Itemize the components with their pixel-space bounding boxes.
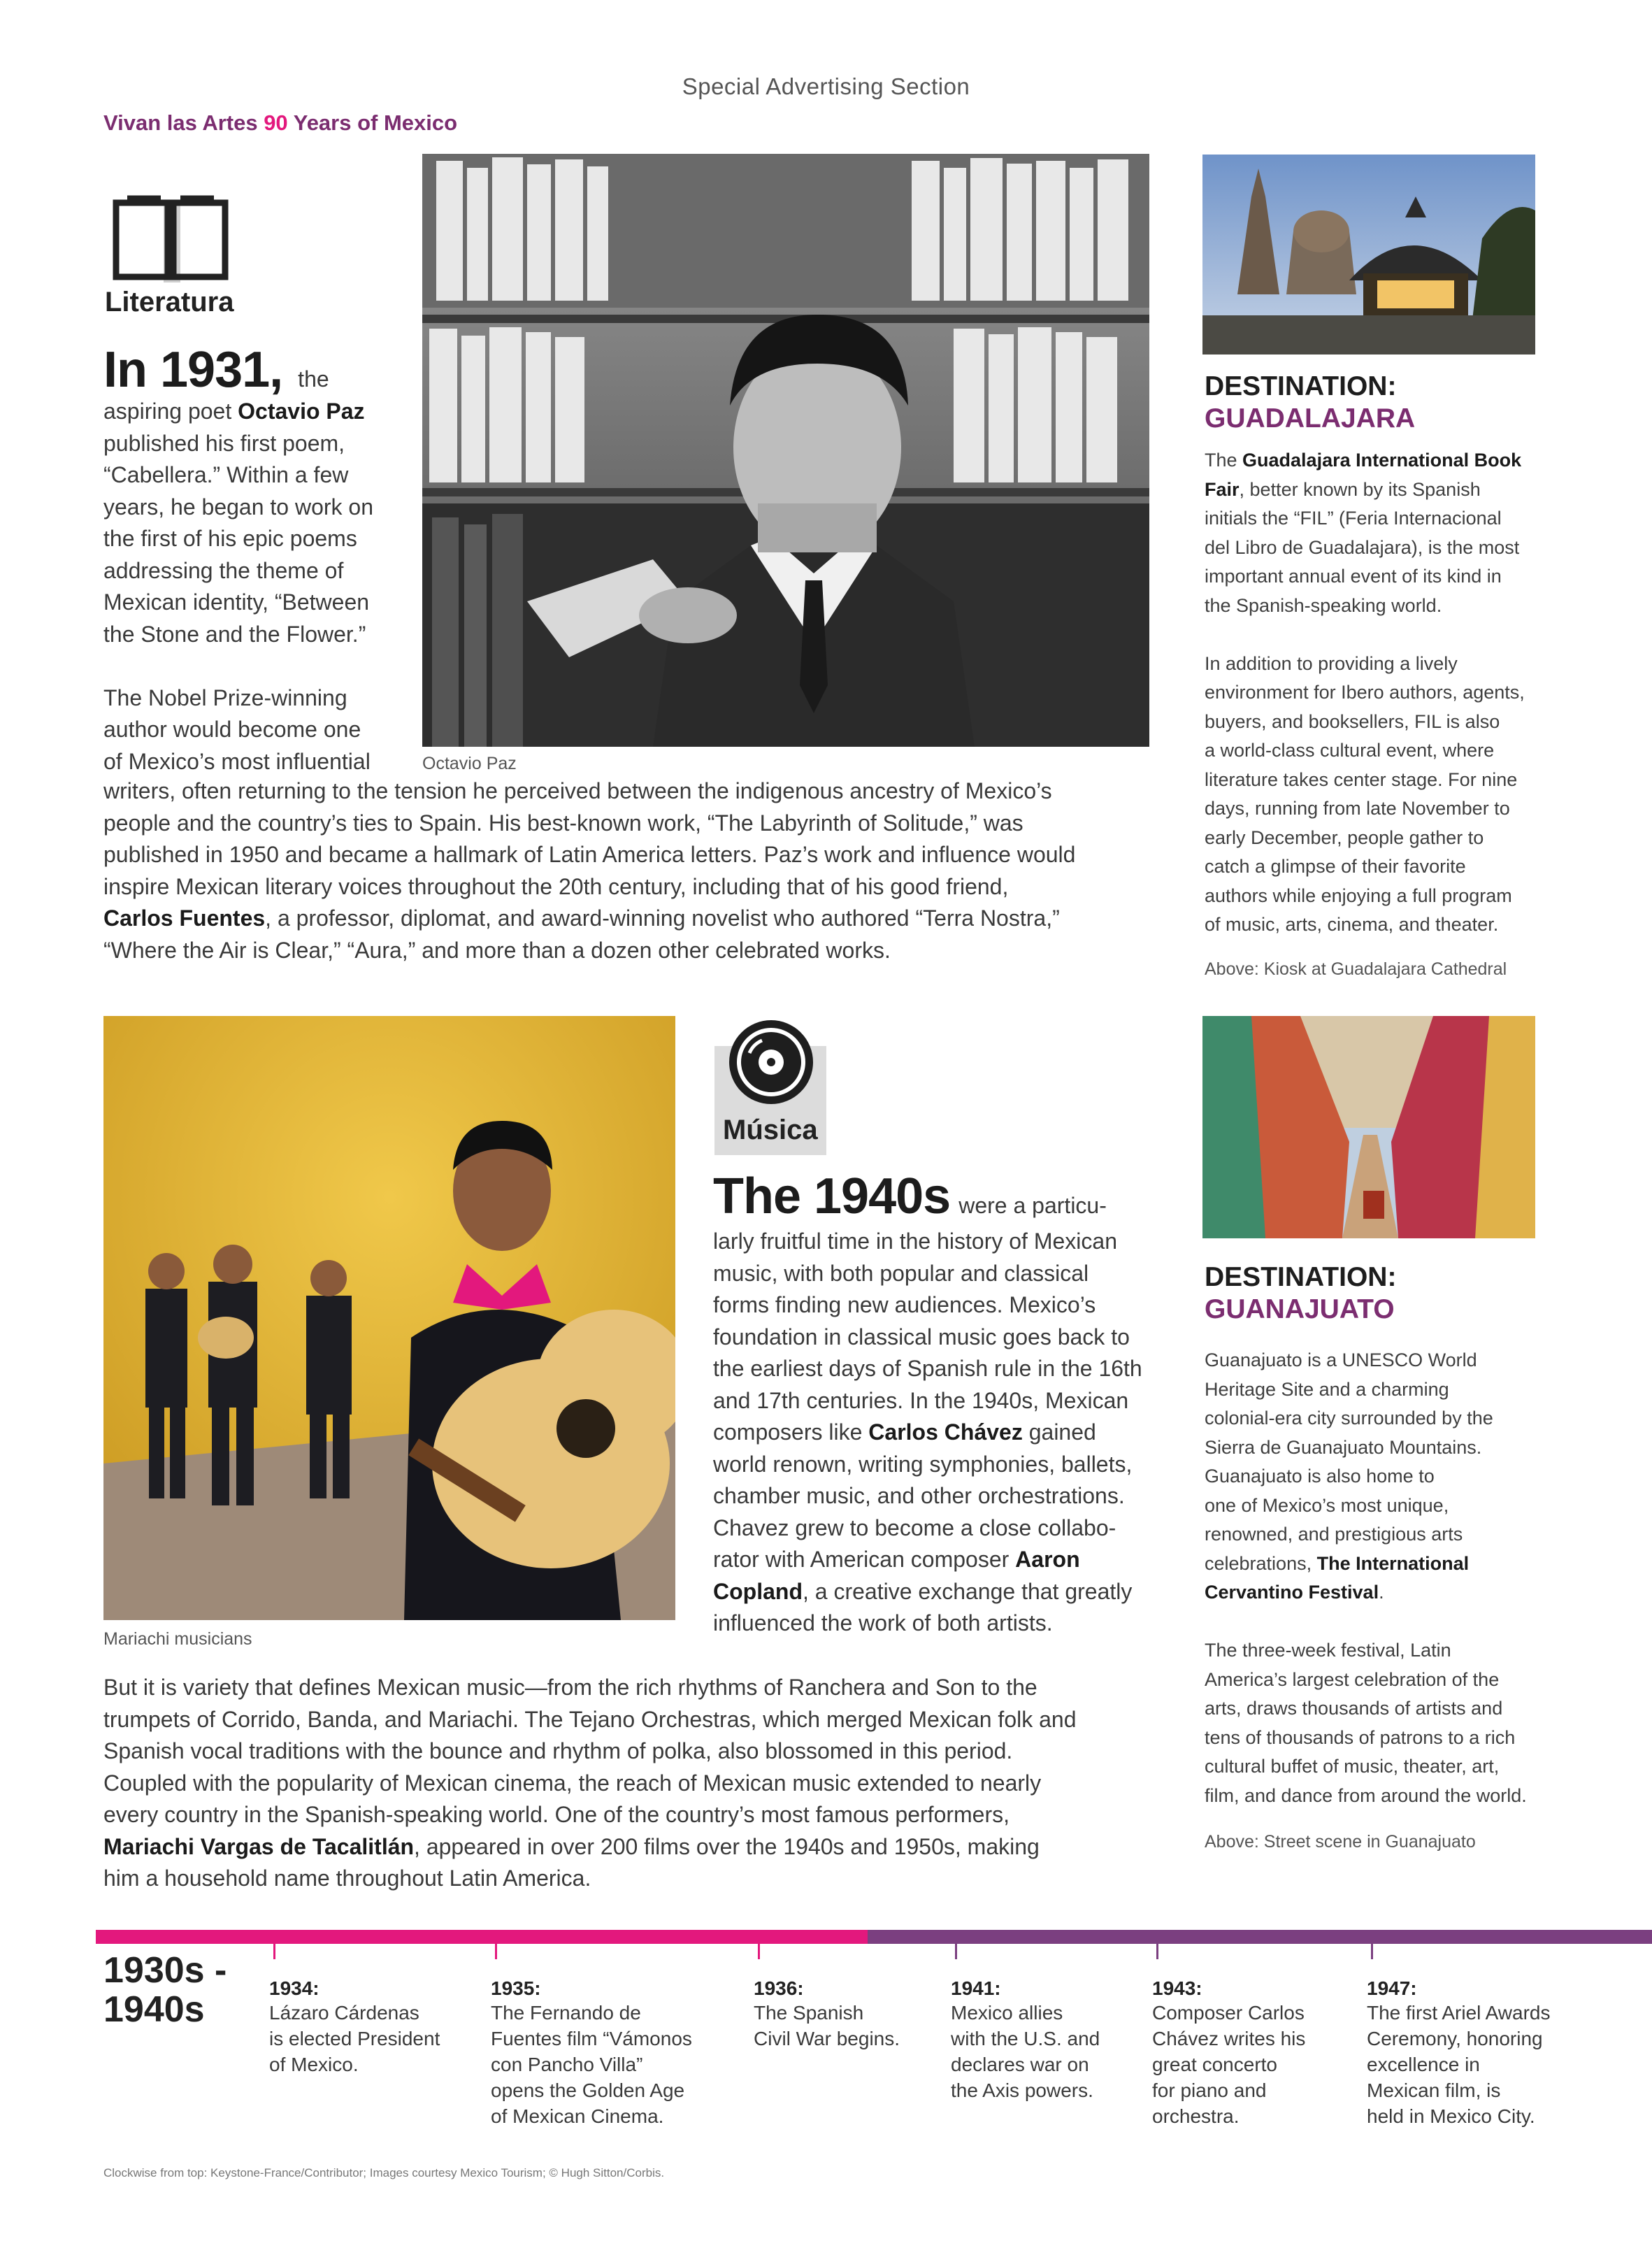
literatura-body-line: of Mexico’s most influential bbox=[103, 748, 371, 774]
destination-guanajuato-body-line: film, and dance from around the world. bbox=[1205, 1784, 1527, 1806]
literatura-body-line: “Cabellera.” Within a few bbox=[103, 462, 349, 487]
literatura-body-wide-line: published in 1950 and became a hallmark of Latin America letters. Paz’s work and influence would bbox=[103, 842, 1076, 867]
musica-body-line: world renown, writing symphonies, ballets, bbox=[713, 1451, 1133, 1477]
section-label: Special Advertising Section bbox=[682, 73, 970, 99]
musica-body-line: forms finding new audiences. Mexico’s bbox=[713, 1292, 1096, 1317]
destination-guadalajara-body-line: environment for Ibero authors, agents, bbox=[1205, 682, 1525, 703]
musica-body-wide-line: every country in the Spanish-speaking world. One of the country’s most famous performers, bbox=[103, 1802, 1010, 1827]
musica-body-line: music, with both popular and classical bbox=[713, 1260, 1089, 1286]
destination-guadalajara-body-line: early December, people gather to bbox=[1205, 826, 1484, 848]
book-icon bbox=[112, 194, 229, 285]
musica-label: Música bbox=[723, 1115, 818, 1145]
literatura-body-line: the first of his epic poems bbox=[103, 526, 357, 551]
destination-guanajuato-body-line: colonial-era city surrounded by the bbox=[1205, 1408, 1493, 1429]
musica-body-line: Chavez grew to become a close collabo- bbox=[713, 1515, 1116, 1540]
musica-body-wide-line: Coupled with the popularity of Mexican cinema, the reach of Mexican music extended to nearly bbox=[103, 1770, 1042, 1796]
timeline-tick bbox=[758, 1930, 760, 1959]
musica-body-line: and 17th centuries. In the 1940s, Mexican bbox=[713, 1387, 1129, 1413]
destination-guanajuato-body-line: America’s largest celebration of the bbox=[1205, 1668, 1500, 1690]
destination-guadalajara-body-line: authors while enjoying a full program bbox=[1205, 885, 1512, 906]
musica-body-wide bbox=[103, 1672, 1166, 1895]
musica-body-line: foundation in classical music goes back to bbox=[713, 1324, 1130, 1350]
kicker: Vivan las Artes 90 Years of Mexico bbox=[103, 110, 458, 135]
destination-guadalajara-body-line: of music, arts, cinema, and theater. bbox=[1205, 914, 1499, 935]
destination-guanajuato-heading: DESTINATION: GUANAJUATO bbox=[1205, 1262, 1397, 1324]
musica-body-line: chamber music, and other orchestrations. bbox=[713, 1483, 1125, 1508]
timeline-event-text: The Fernando de Fuentes film “Vámonos con Pancho Villa” opens the Golden Age of Mexican Cinema. bbox=[491, 2002, 692, 2127]
destination-guadalajara-body-line: important annual event of its kind in bbox=[1205, 566, 1502, 587]
literatura-body-line: Mexican identity, “Between bbox=[103, 589, 370, 615]
literatura-body-wide-line: writers, often returning to the tension he perceived between the indigenous ancestry of Mexico’s bbox=[103, 778, 1052, 803]
literatura-lead: In 1931, the bbox=[103, 342, 329, 398]
destination-guadalajara-body-line: a world-class cultural event, where bbox=[1205, 740, 1495, 761]
musica-body-wide-line: But it is variety that defines Mexican music—from the rich rhythms of Ranchera and Son to the bbox=[103, 1675, 1037, 1700]
destination-guanajuato-body bbox=[1205, 1346, 1568, 1810]
destination-guadalajara-body-line bbox=[1205, 620, 1568, 650]
timeline-event bbox=[951, 1977, 1100, 2103]
guanajuato-street-photo bbox=[1202, 1016, 1535, 1238]
guadalajara-caption: Above: Kiosk at Guadalajara Cathedral bbox=[1205, 959, 1507, 979]
destination-guadalajara-body-line: initials the “FIL” (Feria Internacional bbox=[1205, 508, 1502, 529]
vinyl-record-icon bbox=[726, 1017, 817, 1108]
timeline-bar-purple bbox=[868, 1930, 1652, 1944]
destination-guanajuato-body-line: cultural buffet of music, theater, art, bbox=[1205, 1756, 1500, 1777]
octavio-paz-photo bbox=[422, 154, 1149, 747]
destination-guadalajara-body-line: buyers, and booksellers, FIL is also bbox=[1205, 710, 1500, 732]
destination-guanajuato-body-line: arts, draws thousands of artists and bbox=[1205, 1698, 1503, 1719]
mariachi-caption: Mariachi musicians bbox=[103, 1629, 252, 1649]
timeline-event-year: 1934: bbox=[269, 1977, 319, 1999]
timeline-event-year: 1947: bbox=[1367, 1977, 1417, 1999]
musica-body-line: rator with American composer Aaron bbox=[713, 1547, 1080, 1572]
destination-guadalajara-body-line: In addition to providing a lively bbox=[1205, 652, 1458, 674]
destination-guadalajara-body-line: del Libro de Guadalajara), is the most bbox=[1205, 536, 1520, 558]
musica-body-line: composers like Carlos Chávez gained bbox=[713, 1419, 1096, 1445]
literatura-body-line: aspiring poet Octavio Paz bbox=[103, 399, 365, 424]
timeline-title: 1930s - 1940s bbox=[103, 1950, 227, 2030]
timeline-event-text: Mexico allies with the U.S. and declares war on the Axis powers. bbox=[951, 2002, 1100, 2101]
musica-body-wide-line: him a household name throughout Latin America. bbox=[103, 1866, 591, 1891]
destination-guanajuato-body-line: renowned, and prestigious arts bbox=[1205, 1524, 1463, 1545]
guanajuato-caption: Above: Street scene in Guanajuato bbox=[1205, 1832, 1476, 1852]
timeline-event bbox=[1367, 1977, 1550, 2129]
literatura-body-line: published his first poem, bbox=[103, 430, 345, 456]
destination-guadalajara-body bbox=[1205, 446, 1568, 940]
literatura-body-wide bbox=[103, 775, 1152, 966]
timeline-event-text: Lázaro Cárdenas is elected President of Mexico. bbox=[269, 2002, 440, 2075]
timeline-bar-pink bbox=[96, 1930, 868, 1944]
literatura-body-line bbox=[103, 650, 425, 682]
timeline-event-year: 1935: bbox=[491, 1977, 541, 1999]
destination-guanajuato-body-line: Heritage Site and a charming bbox=[1205, 1378, 1449, 1400]
musica-body bbox=[713, 1226, 1161, 1640]
musica-body-line: the earliest days of Spanish rule in the 16th bbox=[713, 1356, 1142, 1381]
destination-guanajuato-body-line bbox=[1205, 1608, 1568, 1637]
musica-body-line: larly fruitful time in the history of Mexican bbox=[713, 1229, 1117, 1254]
timeline-event bbox=[1152, 1977, 1305, 2129]
destination-guadalajara-body-line: the Spanish-speaking world. bbox=[1205, 594, 1442, 616]
musica-body-wide-line: Spanish vocal traditions with the bounce and rhythm of polka, also blossomed in this period. bbox=[103, 1738, 1013, 1763]
musica-body-line: Copland, a creative exchange that greatly bbox=[713, 1578, 1133, 1604]
literatura-body-wide-line: people and the country’s ties to Spain. His best-known work, “The Labyrinth of Solitude,” was bbox=[103, 810, 1023, 836]
timeline-event-year: 1941: bbox=[951, 1977, 1001, 1999]
timeline-event-text: The Spanish Civil War begins. bbox=[754, 2002, 900, 2049]
mariachi-photo bbox=[103, 1016, 675, 1620]
destination-guadalajara-heading: DESTINATION: GUADALAJARA bbox=[1205, 371, 1416, 434]
musica-lead: The 1940s were a particu- bbox=[713, 1168, 1107, 1224]
destination-guadalajara-body-line: literature takes center stage. For nine bbox=[1205, 768, 1518, 790]
destination-guadalajara-body-line: The Guadalajara International Book bbox=[1205, 450, 1522, 471]
destination-guanajuato-body-line: one of Mexico’s most unique, bbox=[1205, 1494, 1449, 1516]
photo-credit: Clockwise from top: Keystone-France/Contributor; Images courtesy Mexico Tourism; © Hugh Sitton/Corbis. bbox=[103, 2166, 665, 2179]
timeline-event-year: 1936: bbox=[754, 1977, 804, 1999]
destination-guanajuato-body-line: tens of thousands of patrons to a rich bbox=[1205, 1726, 1516, 1748]
destination-guadalajara-body-line: Fair, better known by its Spanish bbox=[1205, 478, 1481, 500]
literatura-body bbox=[103, 396, 425, 778]
guadalajara-kiosk-photo bbox=[1202, 155, 1535, 355]
octavio-paz-caption: Octavio Paz bbox=[422, 754, 517, 773]
destination-guanajuato-body-line: The three-week festival, Latin bbox=[1205, 1640, 1451, 1661]
timeline-tick bbox=[1156, 1930, 1158, 1959]
literatura-body-line: author would become one bbox=[103, 717, 361, 742]
timeline-event bbox=[269, 1977, 440, 2077]
timeline-event bbox=[491, 1977, 692, 2129]
literatura-body-wide-line: “Where the Air is Clear,” “Aura,” and more than a dozen other celebrated works. bbox=[103, 937, 891, 963]
musica-body-line: influenced the work of both artists. bbox=[713, 1610, 1053, 1635]
musica-body-wide-line: Mariachi Vargas de Tacalitlán, appeared in over 200 films over the 1940s and 1950s, making bbox=[103, 1833, 1040, 1859]
timeline-tick bbox=[1371, 1930, 1373, 1959]
destination-guanajuato-body-line: Cervantino Festival. bbox=[1205, 1582, 1384, 1603]
literatura-body-wide-line: inspire Mexican literary voices throughout the 20th century, including that of his good friend, bbox=[103, 873, 1009, 899]
destination-guanajuato-body-line: Sierra de Guanajuato Mountains. bbox=[1205, 1436, 1482, 1458]
destination-guadalajara-body-line: catch a glimpse of their favorite bbox=[1205, 856, 1466, 877]
literatura-label: Literatura bbox=[105, 287, 234, 317]
timeline-tick bbox=[495, 1930, 497, 1959]
literatura-body-line: addressing the theme of bbox=[103, 557, 344, 583]
timeline-tick bbox=[955, 1930, 957, 1959]
destination-guanajuato-body-line: Guanajuato is a UNESCO World bbox=[1205, 1350, 1477, 1370]
literatura-body-wide-line: Carlos Fuentes, a professor, diplomat, and award-winning novelist who authored “Terra Nostra,” bbox=[103, 905, 1060, 931]
timeline-event-text: The first Ariel Awards Ceremony, honoring excellence in Mexican film, is held in Mexico City. bbox=[1367, 2002, 1551, 2127]
destination-guanajuato-body-line: celebrations, The International bbox=[1205, 1552, 1470, 1574]
timeline-tick bbox=[273, 1930, 275, 1959]
musica-body-wide-line: trumpets of Corrido, Banda, and Mariachi. The Tejano Orchestras, which merged Mexican folk and bbox=[103, 1706, 1077, 1732]
literatura-body-line: The Nobel Prize-winning bbox=[103, 685, 347, 710]
timeline-event-text: Composer Carlos Chávez writes his great concerto for piano and orchestra. bbox=[1152, 2002, 1306, 2127]
timeline-event bbox=[754, 1977, 900, 2052]
literatura-body-line: the Stone and the Flower.” bbox=[103, 621, 366, 647]
destination-guadalajara-body-line: days, running from late November to bbox=[1205, 798, 1510, 819]
destination-guanajuato-body-line: Guanajuato is also home to bbox=[1205, 1466, 1435, 1487]
timeline-event-year: 1943: bbox=[1152, 1977, 1202, 1999]
literatura-body-line: years, he began to work on bbox=[103, 494, 374, 520]
